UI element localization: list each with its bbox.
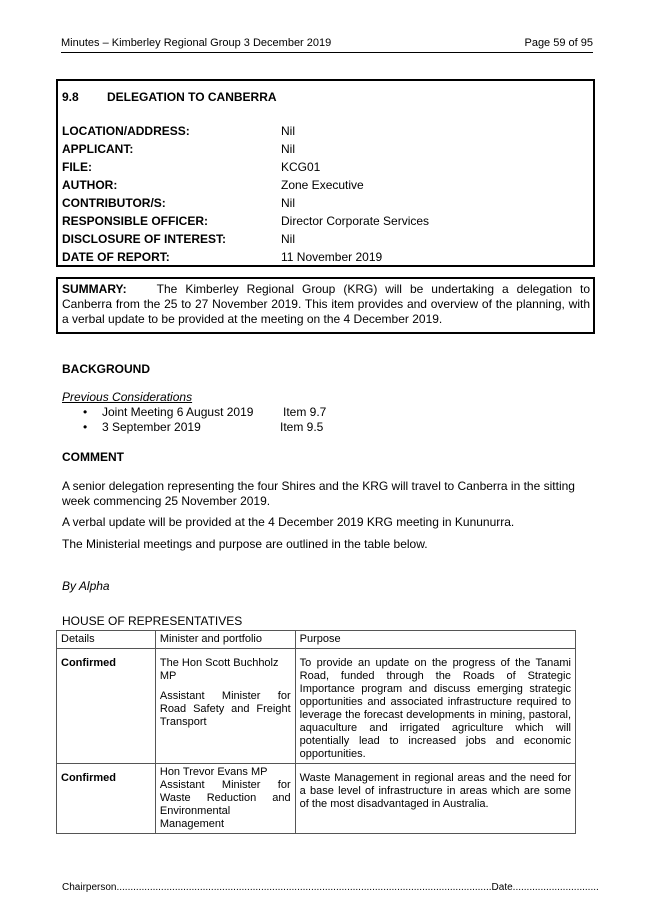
field-label: CONTRIBUTOR/S: bbox=[62, 196, 166, 210]
comment-paragraph: The Ministerial meetings and purpose are outlined in the table below. bbox=[62, 537, 428, 551]
field-value: Nil bbox=[281, 232, 295, 246]
meeting-status: Confirmed bbox=[57, 764, 156, 834]
field-value: Nil bbox=[281, 124, 295, 138]
column-header: Minister and portfolio bbox=[155, 631, 295, 649]
field-value: Zone Executive bbox=[281, 178, 364, 192]
header-rule bbox=[61, 52, 593, 53]
table-row bbox=[57, 649, 576, 764]
field-value: KCG01 bbox=[281, 160, 321, 174]
consideration-meeting: Joint Meeting 6 August 2019 bbox=[102, 405, 254, 419]
minister-cell bbox=[155, 764, 295, 834]
page-number: Page 59 of 95 bbox=[524, 37, 593, 49]
minister-portfolio: Assistant Minister for Waste Reduction and Environmental Management bbox=[159, 779, 291, 830]
meeting-purpose: Waste Management in regional areas and the need for a base level of infrastructure in areas which are some of the most disadvantaged in Australia. bbox=[295, 764, 575, 834]
summary bbox=[62, 282, 590, 327]
minister-name: Hon Trevor Evans MP bbox=[159, 766, 268, 778]
date-signature-line: Date............................... bbox=[491, 882, 599, 893]
field-value: 11 November 2019 bbox=[281, 250, 383, 264]
column-header: Purpose bbox=[295, 631, 575, 649]
field-value: Nil bbox=[281, 142, 295, 156]
bullet-icon: • bbox=[83, 420, 88, 434]
field-label: LOCATION/ADDRESS: bbox=[62, 124, 190, 138]
bullet-icon: • bbox=[83, 405, 88, 419]
author-byline: By Alpha bbox=[62, 579, 110, 593]
summary-label: SUMMARY: bbox=[62, 282, 127, 296]
meeting-purpose: To provide an update on the progress of the Tanami Road, funded through the Roads of Strategic Importance program and discuss emerging strategic opportunities and associated infrastructure required to leverage the forecast developments in mining, pastoral, aquaculture and irrigated agriculture which will potentially lead to increased jobs and economic opportunities. bbox=[295, 649, 575, 764]
ministerial-meetings-table bbox=[56, 630, 576, 834]
field-label: DATE OF REPORT: bbox=[62, 250, 170, 264]
previous-considerations-heading: Previous Considerations bbox=[62, 390, 193, 404]
table-row bbox=[57, 764, 576, 834]
field-label: FILE: bbox=[62, 160, 92, 174]
comment-paragraph: A senior delegation representing the four Shires and the KRG will travel to Canberra in the sitting week commencing 25 November 2019. bbox=[62, 479, 575, 508]
comment-paragraph: A verbal update will be provided at the 4 December 2019 KRG meeting in Kununurra. bbox=[62, 515, 515, 529]
signature-footer bbox=[62, 882, 599, 893]
meeting-status: Confirmed bbox=[57, 649, 156, 764]
table-header-row bbox=[57, 631, 576, 649]
minister-cell bbox=[155, 649, 295, 764]
summary-text: The Kimberley Regional Group (KRG) will be undertaking a delegation to Canberra from the 25 to 27 November 2019. This item provides and overview of the planning, with a verbal update to be provided at the meeting on the 4 December 2019. bbox=[62, 282, 590, 326]
field-value: Director Corporate Services bbox=[281, 214, 430, 228]
item-number: 9.8 bbox=[62, 90, 79, 104]
running-header-title: Minutes – Kimberley Regional Group 3 December 2019 bbox=[61, 37, 332, 49]
field-label: APPLICANT: bbox=[62, 142, 134, 156]
field-label: RESPONSIBLE OFFICER: bbox=[62, 214, 209, 228]
table-caption: HOUSE OF REPRESENTATIVES bbox=[62, 614, 243, 628]
field-label: DISCLOSURE OF INTEREST: bbox=[62, 232, 227, 246]
consideration-meeting: 3 September 2019 bbox=[102, 420, 201, 434]
minister-portfolio: Assistant Minister for Road Safety and Freight Transport bbox=[159, 690, 291, 728]
comment-heading: COMMENT bbox=[62, 450, 124, 464]
consideration-item: Item 9.5 bbox=[280, 420, 324, 434]
consideration-item: Item 9.7 bbox=[283, 405, 327, 419]
minister-name: The Hon Scott Buchholz MP bbox=[159, 657, 279, 682]
field-value: Nil bbox=[281, 196, 295, 210]
chairperson-signature-line: Chairperson....................................................................................................................................... bbox=[62, 882, 492, 893]
column-header: Details bbox=[57, 631, 156, 649]
item-title: DELEGATION TO CANBERRA bbox=[107, 90, 277, 104]
field-label: AUTHOR: bbox=[62, 178, 118, 192]
background-heading: BACKGROUND bbox=[62, 362, 150, 376]
